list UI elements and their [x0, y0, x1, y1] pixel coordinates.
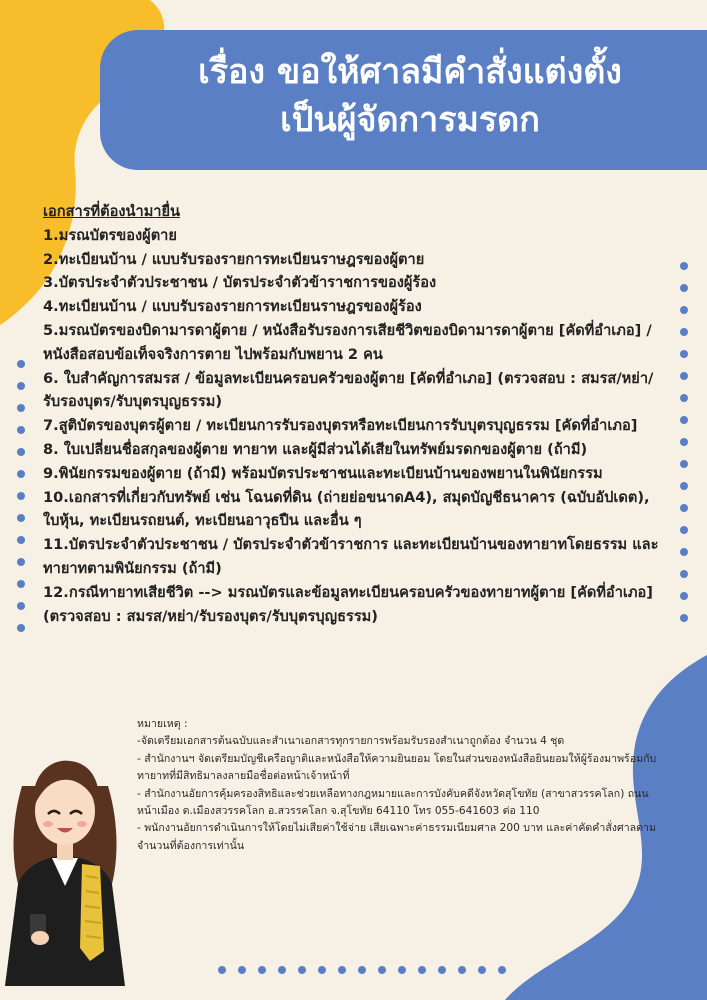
document-item-5: 5.มรณบัตรของบิดามารดาผู้ตาย / หนังสือรับรองการเสียชีวิตของบิดามารดาผู้ตาย [คัดที่อำเภอ] / หนังสือสอบข้อเท็จจริงการตาย ไปพร้อมกับพยาน 2 คน — [43, 321, 652, 363]
required-documents — [43, 200, 673, 628]
document-item-9: 9.พินัยกรรมของผู้ตาย (ถ้ามี) พร้อมบัตรประชาชนและทะเบียนบ้านของพยานในพินัยกรรม — [43, 464, 603, 482]
note-item-4: - พนักงานอัยการดำเนินการให้โดยไม่เสียค่าใช้จ่าย เสียเฉพาะค่าธรรมเนียมศาล 200 บาท และค่าคัดคำสั่งศาลตามจำนวนที่ต้องการเท่านั้น — [137, 822, 656, 852]
document-item-2: 2.ทะเบียนบ้าน / แบบรับรองรายการทะเบียนราษฎรของผู้ตาย — [43, 250, 425, 268]
lawyer-illustration — [0, 716, 140, 986]
page-title — [110, 48, 707, 144]
note-item-3: - สำนักงานอัยการคุ้มครองสิทธิและช่วยเหลือทางกฎหมายและการบังคับคดีจังหวัดสุโขทัย (สาขาสวรรคโลก) ถนนหน้าเมือง ต.เมืองสวรรคโลก อ.สวรรคโลก จ.สุโขทัย 64110 โทร 055-641603 ต่อ 110 — [137, 787, 649, 818]
document-item-3: 3.บัตรประจำตัวประชาชน / บัตรประจำตัวข้าราชการของผู้ร้อง — [43, 274, 437, 292]
document-item-4: 4.ทะเบียนบ้าน / แบบรับรองรายการทะเบียนราษฎรของผู้ร้อง — [43, 298, 422, 316]
documents-heading: เอกสารที่ต้องนำมายื่น — [43, 203, 181, 220]
document-item-12: 12.กรณีทายาทเสียชีวิต --> มรณบัตรและข้อมูลทะเบียนครอบครัวของทายาทผู้ตาย [คัดที่อำเภอ] (ตรวจสอบ : สมรส/หย่า/รับรองบุตร/รับบุตรบุญธรรม) — [43, 583, 653, 625]
document-item-1: 1.มรณบัตรของผู้ตาย — [43, 226, 177, 244]
document-item-10: 10.เอกสารที่เกี่ยวกับทรัพย์ เช่น โฉนดที่ดิน (ถ่ายย่อขนาดA4), สมุดบัญชีธนาคาร (ฉบับอัปเดต), ใบหุ้น, ทะเบียนรถยนต์, ทะเบียนอาวุธปืน และอื่น ๆ — [43, 488, 650, 530]
dot-column-right — [680, 262, 690, 642]
note-item-2: - สำนักงานฯ จัดเตรียมบัญชีเครือญาติและหนังสือให้ความยินยอม โดยในส่วนของหนังสือยินยอมให้ผู้ร้องมาพร้อมกับทายาทที่มีสิทธิมาลงลายมือชื่อต่อหน้าเจ้าหน้าที่ — [137, 752, 657, 783]
notes-section — [137, 716, 657, 855]
document-item-7: 7.สูติบัตรของบุตรผู้ตาย / ทะเบียนการรับรองบุตรหรือทะเบียนการรับบุตรบุญธรรม [คัดที่อำเภอ] — [43, 417, 638, 435]
document-item-6: 6. ใบสำคัญการสมรส / ข้อมูลทะเบียนครอบครัวของผู้ตาย [คัดที่อำเภอ] (ตรวจสอบ : สมรส/หย่า/รับรองบุตร/รับบุตรบุญธรรม) — [43, 369, 654, 411]
title-line-2: เป็นผู้จัดการมรดก — [280, 100, 540, 140]
note-item-1: -จัดเตรียมเอกสารต้นฉบับและสำเนาเอกสารทุกรายการพร้อมรับรองสำเนาถูกต้อง จำนวน 4 ชุด — [137, 735, 565, 748]
document-item-11: 11.บัตรประจำตัวประชาชน / บัตรประจำตัวข้าราชการ และทะเบียนบ้านของทายาทโดยธรรม และทายาทตามพินัยกรรม (ถ้ามี) — [43, 536, 659, 577]
title-line-1: เรื่อง ขอให้ศาลมีคำสั่งแต่งตั้ง — [198, 52, 622, 92]
notes-heading: หมายเหตุ : — [137, 718, 188, 730]
dot-row-bottom — [218, 966, 518, 976]
dot-column-left — [17, 360, 27, 650]
document-item-8: 8. ใบเปลี่ยนชื่อสกุลของผู้ตาย ทายาท และผู้มีส่วนได้เสียในทรัพย์มรดกของผู้ตาย (ถ้ามี) — [43, 440, 588, 458]
